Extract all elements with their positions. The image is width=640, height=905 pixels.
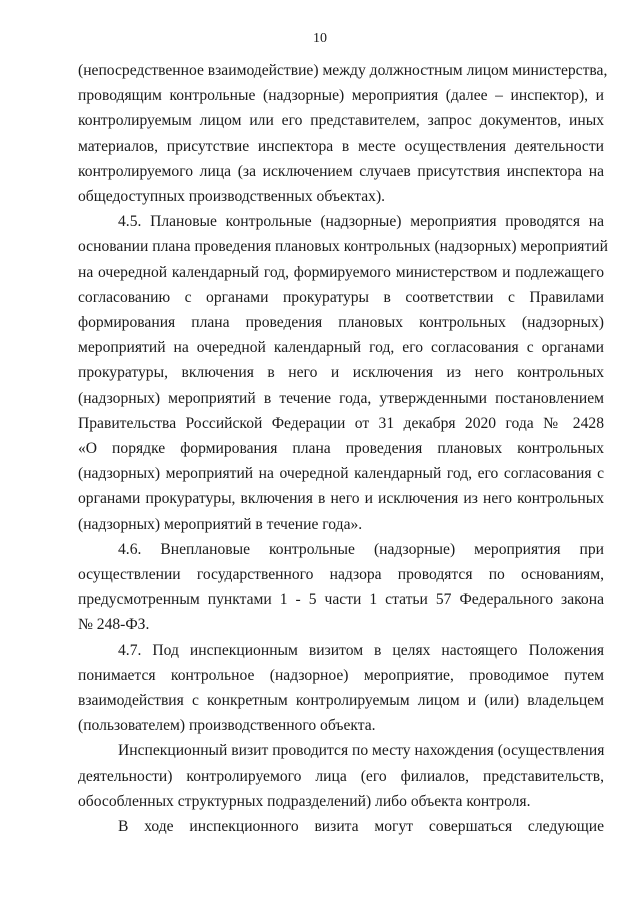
text-line: контролируемым лицом или его представителем, запрос документов, иных (78, 112, 604, 130)
text-line: материалов, присутствие инспектора в месте осуществления деятельности (78, 137, 604, 155)
text-line: 4.7. Под инспекционным визитом в целях настоящего Положения (118, 641, 604, 659)
text-line: взаимодействия с конкретным контролируемым лицом и (или) владельцем (78, 692, 604, 710)
text-line: проводящим контрольные (надзорные) мероприятия (далее – инспектор), и (78, 87, 604, 105)
text-line: деятельности) контролируемого лица (его филиалов, представительств, (78, 767, 604, 785)
text-line: контролируемого лица (за исключением случаев присутствия инспектора на (78, 162, 604, 180)
text-line: № 248-ФЗ. (78, 616, 150, 634)
text-line: на очередной календарный год, формируемого министерством и подлежащего (78, 263, 604, 281)
text-line: предусмотренным пунктами 1 - 5 части 1 статьи 57 Федерального закона (78, 591, 604, 609)
paragraph-during-visit (78, 814, 604, 839)
text-line: «О порядке формирования плана проведения плановых контрольных (78, 440, 604, 458)
text-line: Инспекционный визит проводится по месту нахождения (осуществления (118, 742, 605, 760)
page-number: 10 (313, 31, 327, 46)
text-line: органами прокуратуры, включения в него и исключения из него контрольных (78, 490, 604, 508)
text-line: (непосредственное взаимодействие) между должностным лицом министерства, (78, 62, 608, 79)
text-line: прокуратуры, включения в него и исключения из него контрольных (78, 364, 604, 382)
paragraph-4-6 (78, 537, 604, 638)
paragraph-continued (78, 58, 608, 209)
text-line: 4.6. Внеплановые контрольные (надзорные) мероприятия при (118, 540, 604, 558)
text-line: Правительства Российской Федерации от 31 декабря 2020 года № 2428 (78, 414, 604, 432)
text-line: (надзорных) мероприятий в течение года». (78, 515, 363, 533)
paragraph-inspection-place (78, 738, 604, 814)
paragraph-4-5 (78, 209, 608, 537)
text-line: 4.5. Плановые контрольные (надзорные) мероприятия проводятся на (118, 213, 604, 231)
text-line: осуществлении государственного надзора проводятся по основаниям, (78, 566, 604, 584)
text-line: В ходе инспекционного визита могут совершаться следующие (118, 818, 604, 836)
text-line: согласованию с органами прокуратуры в соответствии с Правилами (78, 288, 604, 306)
text-line: общедоступных производственных объектах). (78, 188, 386, 206)
document-body (78, 58, 608, 839)
text-line: формирования плана проведения плановых контрольных (надзорных) (78, 314, 604, 332)
text-line: мероприятий на очередной календарный год, его согласования с органами (78, 339, 604, 357)
text-line: (пользователем) производственного объекта. (78, 717, 376, 735)
text-line: (надзорных) мероприятий в течение года, утвержденными постановлением (78, 389, 604, 407)
text-line: (надзорных) мероприятий на очередной календарный год, его согласования с (78, 465, 604, 483)
text-line: обособленных структурных подразделений) либо объекта контроля. (78, 792, 531, 810)
paragraph-4-7 (78, 638, 604, 739)
text-line: основании плана проведения плановых контрольных (надзорных) мероприятий (78, 238, 608, 256)
text-line: понимается контрольное (надзорное) мероприятие, проводимое путем (78, 666, 604, 684)
